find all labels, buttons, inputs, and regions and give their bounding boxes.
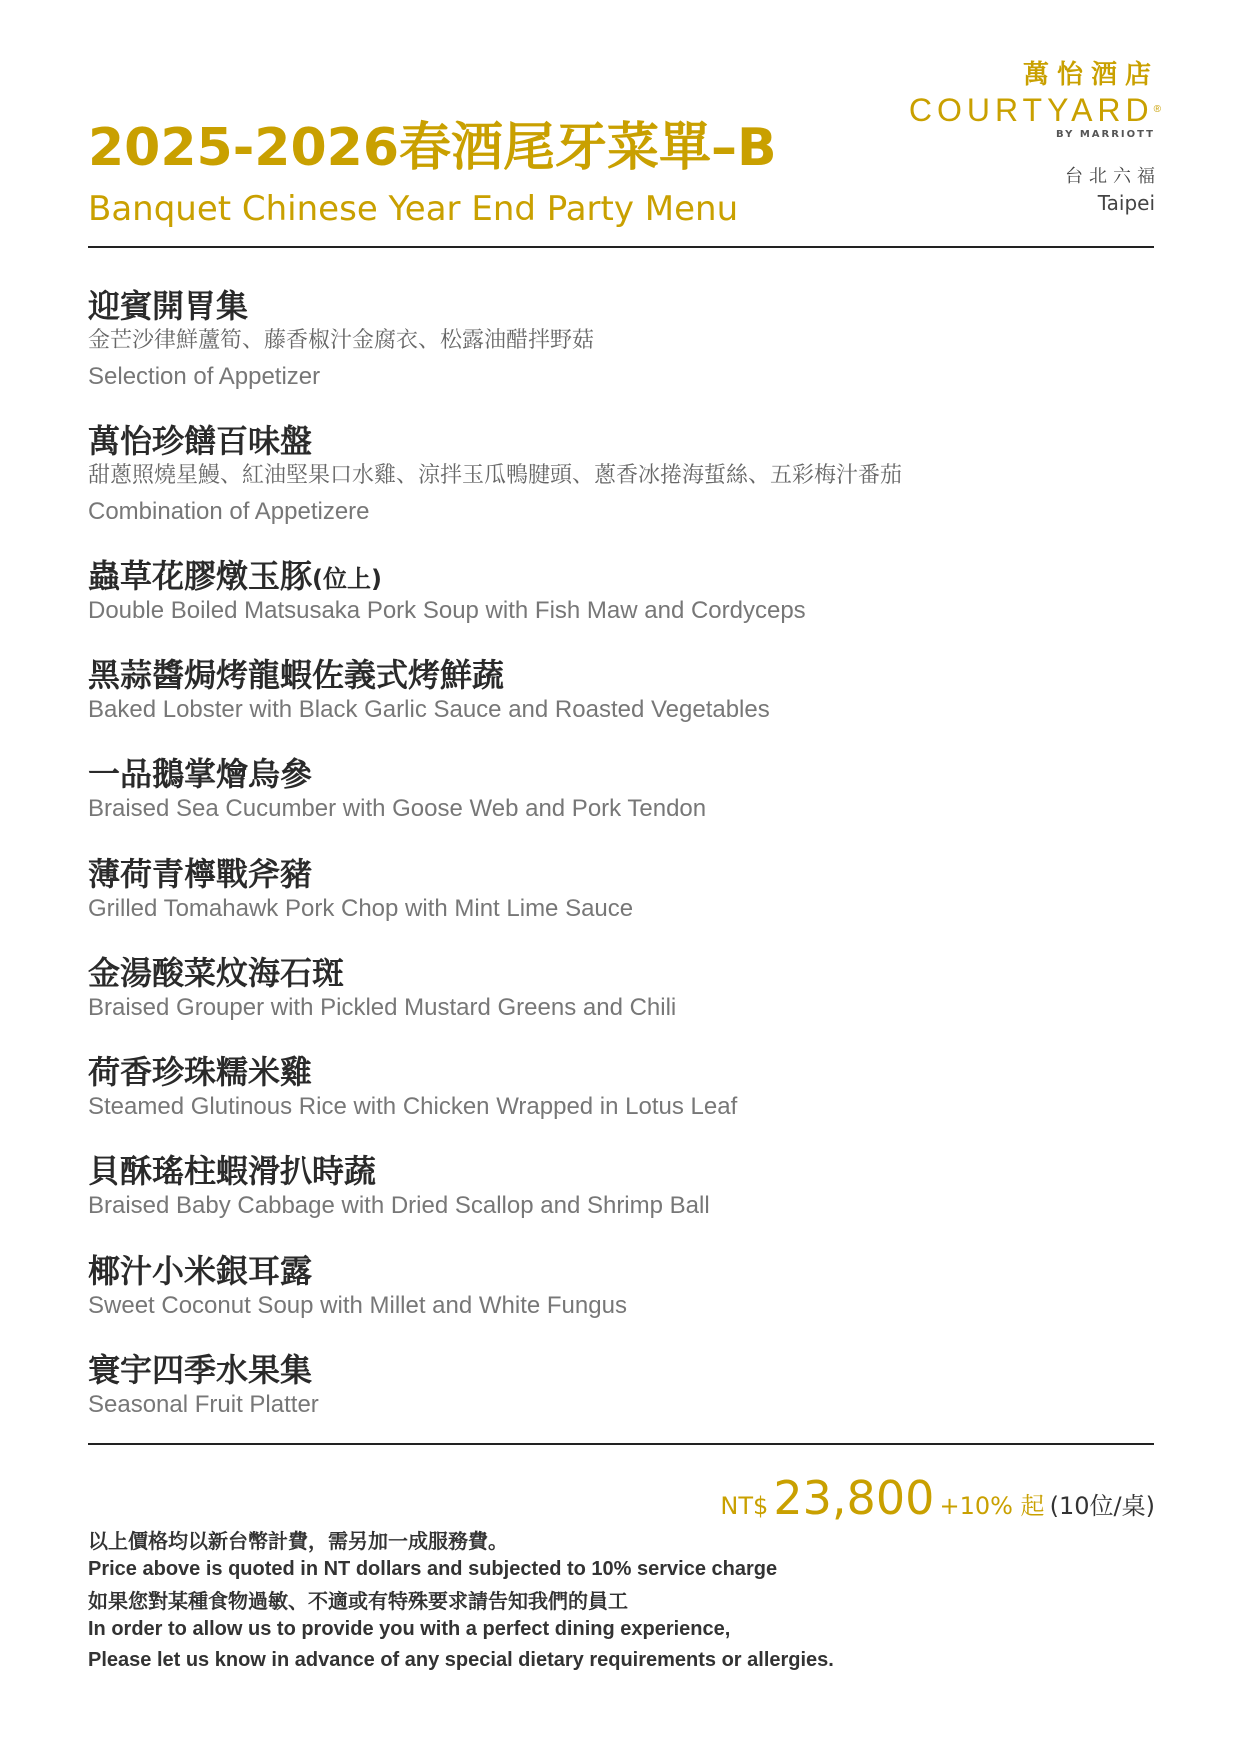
note-price-zh: 以上價格均以新台幣計費，需另加一成服務費。 (88, 1529, 508, 1553)
dish-name-zh: 萬怡珍饍百味盤 (88, 422, 313, 460)
dish-name-zh: 黑蒜醬焗烤龍蝦佐義式烤鮮蔬 (88, 656, 505, 694)
location-zh: 台北六福 (1065, 166, 1161, 187)
price-currency: NT$ (720, 1492, 769, 1520)
logo-brand-text: COURTYARD (908, 92, 1154, 128)
dish-name-en: Sweet Coconut Soup with Millet and White Fungus (88, 1292, 627, 1319)
price-per-table: (10位/桌) (1049, 1492, 1155, 1520)
dish-name-en: Braised Grouper with Pickled Mustard Greens and Chili (88, 994, 677, 1021)
dish-name-en: Baked Lobster with Black Garlic Sauce and Roasted Vegetables (88, 696, 770, 723)
dish-name-zh: 寰宇四季水果集 (88, 1351, 313, 1389)
hotel-logo (865, 58, 1161, 216)
note-allergy-en-1: In order to allow us to provide you with a perfect dining experience, (88, 1618, 731, 1640)
logo-name-zh: 萬怡酒店 (1022, 60, 1159, 90)
dish-name-zh: 荷香珍珠糯米雞 (88, 1053, 313, 1091)
menu-title-en: Banquet Chinese Year End Party Menu (88, 189, 739, 229)
dish-name-en: Braised Sea Cucumber with Goose Web and Pork Tendon (88, 795, 707, 822)
note-price-en: Price above is quoted in NT dollars and subjected to 10% service charge (88, 1558, 778, 1580)
dish-name-en: Braised Baby Cabbage with Dried Scallop and Shrimp Ball (88, 1192, 710, 1219)
dish-name-en: Seasonal Fruit Platter (88, 1391, 319, 1418)
note-allergy-zh: 如果您對某種食物過敏、不適或有特殊要求請告知我們的員工 (88, 1589, 628, 1613)
dish-description-zh: 金芒沙律鮮蘆筍、藤香椒汁金腐衣、松露油醋拌野菇 (88, 328, 595, 353)
price-service-charge: +10% 起 (939, 1492, 1045, 1520)
menu-title-zh: 2025-2026春酒尾牙菜單–B (88, 118, 777, 178)
dish-name-zh-text: 蟲草花膠燉玉豚 (88, 557, 313, 595)
dish-name-en: Steamed Glutinous Rice with Chicken Wrapped in Lotus Leaf (88, 1093, 738, 1120)
dish-name-zh (88, 556, 382, 599)
dish-serving-note: (位上) (312, 565, 382, 593)
location-en: Taipei (1097, 191, 1155, 215)
dish-name-zh: 貝酥瑤柱蝦滑扒時蔬 (88, 1152, 377, 1190)
price-amount: 23,800 (773, 1471, 935, 1525)
header-divider (88, 246, 1154, 248)
dish-name-en: Grilled Tomahawk Pork Chop with Mint Lime Sauce (88, 895, 634, 922)
logo-by-marriott: BY MARRIOTT (1056, 129, 1155, 140)
registered-mark: ® (1153, 104, 1161, 115)
footer-notes (88, 1527, 1148, 1674)
dish-name-en: Combination of Appetizere (88, 498, 370, 525)
dish-name-zh: 薄荷青檸戰斧豬 (88, 855, 313, 893)
dish-name-en: Double Boiled Matsusaka Pork Soup with Fish Maw and Cordyceps (88, 597, 806, 624)
dish-name-zh: 一品鵝掌燴烏參 (88, 755, 313, 793)
logo-brand (865, 92, 1161, 128)
dish-name-zh: 椰汁小米銀耳露 (88, 1252, 313, 1290)
dish-name-zh: 金湯酸菜炆海石斑 (88, 954, 345, 992)
dish-name-zh: 迎賓開胃集 (88, 287, 249, 325)
dish-name-en: Selection of Appetizer (88, 363, 321, 390)
dish-description-zh: 甜蔥照燒星鰻、紅油堅果口水雞、涼拌玉瓜鴨腱頭、蔥香冰捲海蜇絲、五彩梅汁番茄 (88, 463, 903, 488)
note-allergy-en-2: Please let us know in advance of any special dietary requirements or allergies. (88, 1649, 834, 1671)
menu-divider (88, 1443, 1154, 1445)
